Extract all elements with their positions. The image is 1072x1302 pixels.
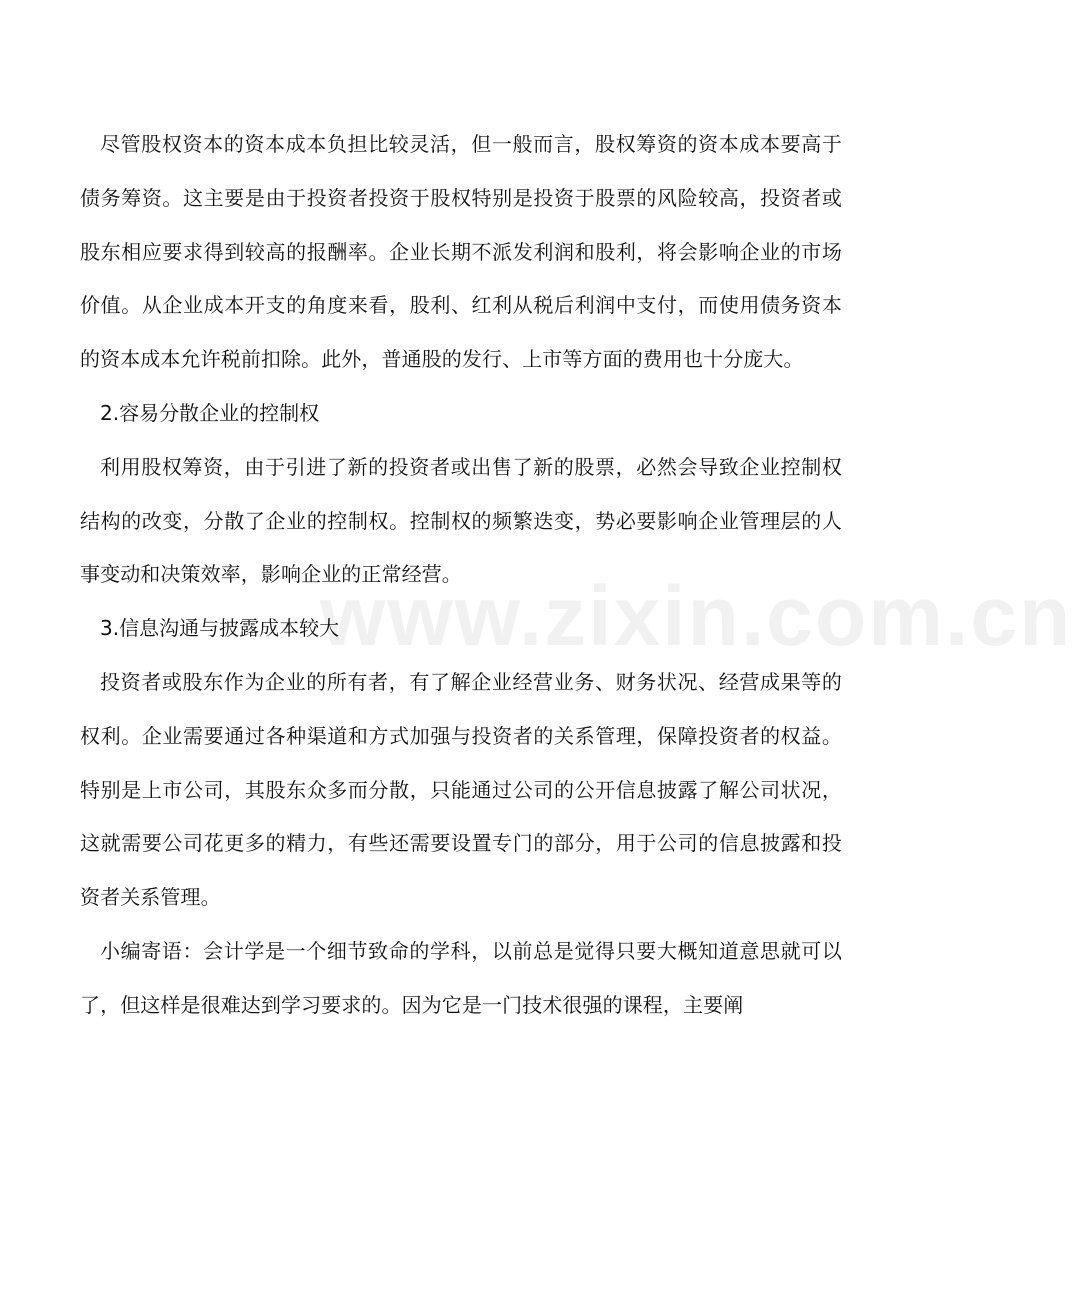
paragraph-editor-note: 小编寄语：会计学是一个细节致命的学科，以前总是觉得只要大概知道意思就可以了，但这样是很难达到学习要求的。因为它是一门技术很强的课程，主要阐 [80, 938, 842, 1017]
paragraph-equity-cost: 尽管股权资本的资本成本负担比较灵活，但一般而言，股权筹资的资本成本要高于债务筹资。这主要是由于投资者投资于股权特别是投资于股票的风险较高，投资者或股东相应要求得到较高的报酬率。企业长期不派发利润和股利，将会影响企业的市场价值。从企业成本开支的角度来看，股利、红利从税后利润中支付，而使用债务资本的资本成本允许税前扣除。此外，普通股的发行、上市等方面的费用也十分庞大。 [80, 132, 842, 372]
watermark: www.zixin.com.cn [320, 569, 1072, 663]
heading-disclosure-cost: 3.信息沟通与披露成本较大 [100, 616, 340, 641]
document-body [80, 118, 842, 1033]
paragraph-disclosure-cost: 投资者或股东作为企业的所有者，有了解企业经营业务、财务状况、经营成果等的权利。企业需要通过各种渠道和方式加强与投资者的关系管理，保障投资者的权益。特别是上市公司，其股东众多而分散，只能通过公司的公开信息披露了解公司状况，这就需要公司花更多的精力，有些还需要设置专门的部分，用于公司的信息披露和投资者关系管理。 [80, 669, 842, 910]
heading-control-dispersion: 2.容易分散企业的控制权 [100, 400, 320, 425]
paragraph-control-dispersion: 利用股权筹资，由于引进了新的投资者或出售了新的股票，必然会导致企业控制权结构的改变，分散了企业的控制权。控制权的频繁迭变，势必要影响企业管理层的人事变动和决策效率，影响企业的正常经营。 [80, 454, 842, 587]
